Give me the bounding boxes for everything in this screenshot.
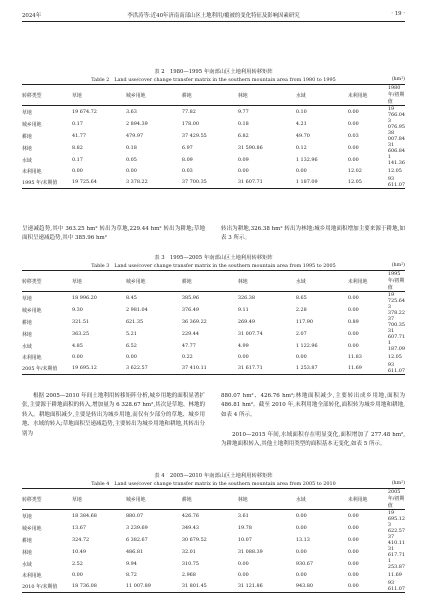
table-4-caption-en-text: Table 4 Land use/cover change transfer matrix in the southern mountain area from 2005 to 2010 [91,481,336,487]
table-cell: 12.02 [347,168,362,175]
table-cell: 1 187.09 [387,340,406,352]
table-2-grid [22,84,405,189]
table-row-label: 水域 [22,561,32,568]
table-row [22,570,405,580]
table-row [22,340,405,352]
table-3-unit: (hm²) [391,263,405,268]
table-4-unit: (hm²) [391,481,405,486]
table-2-header-row [22,85,405,106]
table-cell: 0.00 [347,572,359,579]
table-4-header-row [22,489,405,510]
table-cell: 31 007.74 [237,331,263,337]
table-cell: 4.21 [295,121,307,127]
table-cell: 229.44 [181,331,200,337]
table-cell: 0.00 [347,549,359,555]
table-cell: 31 607.71 [387,328,406,340]
table-cell: 8.09 [181,157,193,163]
table-cell: 930.67 [295,561,313,567]
table-2-body [22,106,405,189]
table-cell: 3.61 [237,513,249,519]
table-cell: 385.96 [181,295,200,301]
table-4-col-header: 转移类型 [22,489,72,510]
table-row [22,558,405,570]
table-cell: 1 122.96 [295,343,318,349]
table-cell: 3 378.22 [126,176,182,189]
header-title: 李洪涛等:近40年济南南部山区土地利用/覆被的变化特征及影响因素研究 [127,13,300,19]
table-cell: 11 007.89 [126,580,182,593]
table-cell: 12.05 [348,176,388,189]
table-cell: 0.00 [347,331,359,337]
table-cell: 93 611.07 [387,362,406,375]
table-cell: 0.89 [347,319,359,325]
table-cell: 0.00 [347,343,359,349]
table-cell: 2.52 [71,561,83,567]
table-cell: 2.968 [181,572,196,579]
table-cell: 1 141.36 [387,154,406,166]
table-cell: 49.70 [295,133,310,139]
table-cell: 31 121.86 [238,580,296,593]
table-cell: 0.09 [237,157,249,163]
table-cell: 0.00 [237,572,249,579]
table-cell: 0.00 [295,525,307,531]
table-3 [22,254,405,375]
table-2 [22,68,405,189]
table-cell: 37 410.11 [182,362,238,375]
table-row [22,154,405,166]
table-cell: 6 382.67 [125,537,148,543]
table-cell: 6.52 [125,343,137,349]
table-row [22,142,405,154]
table-cell: 2.28 [295,307,307,313]
table-cell: 0.03 [181,168,193,175]
table-cell: 30 679.52 [181,537,207,543]
table-cell: 0.00 [71,168,83,175]
table-cell: 310.75 [181,561,200,567]
table-cell: 3 239.69 [125,525,148,531]
table-4-caption-en [22,480,405,488]
table-cell: 943.80 [296,580,348,593]
table-cell: 0.00 [71,354,83,361]
table-4-col-header: 林地 [238,489,296,510]
table-cell: 19 766.04 [387,106,406,118]
table-2-col-header: 未利用地 [348,85,388,106]
para-2-right-1: 880.07 hm²、426.76 hm²;林地面积减少,主要转出成乡用地,面积为 486.81 hm²。截至 2010 年,未利用地全部转化,面积转为城乡用地和耕地,如表 4 所示。 [221,393,405,418]
table-row-label: 未利用地 [22,572,42,579]
table-cell: 37 410.11 [387,534,406,546]
table-cell: 13.67 [71,525,86,531]
table-cell: 31 606.84 [387,142,406,154]
table-cell: 31 590.86 [237,145,263,151]
table-cell: 8.72 [125,572,137,579]
table-3-header-row [22,271,405,292]
table-3-col-header: 城乡用地 [126,271,182,292]
table-cell: 880.07 [125,513,144,519]
table-cell: 5.21 [125,331,137,337]
table-cell: 47.77 [181,343,196,349]
table-cell: 0.10 [295,109,307,115]
table-cell: 0.00 [125,354,137,361]
table-cell: 0.00 [347,145,359,151]
table-cell: 321.51 [71,319,90,325]
table-3-caption-cn: 表 3 1995—2005 年南部山区土地利用转移矩阵 [154,255,273,261]
table-cell: 0.05 [125,157,137,163]
table-cell: 19 725.64 [387,292,406,304]
table-cell: 19 695.12 [72,362,126,375]
table-cell: 12.05 [387,354,402,361]
table-row-label: 2005 年/末期值 [22,362,72,375]
table-cell: 31 801.45 [182,580,238,593]
table-cell: 269.49 [237,319,255,325]
table-cell: 19 695.12 [387,510,406,522]
table-3-grid [22,270,405,375]
table-cell: 2 894.39 [125,121,148,127]
table-cell: 0.00 [348,580,388,593]
table-cell: 37 700.35 [182,176,238,189]
table-cell: 0.03 [347,133,359,139]
para-2-left: 根据 2005—2010 年间土地利用转移矩阵分析,城乡用地的面积显著扩张,主要源于耕地面积的转入,增加量为 6 328.67 hm²,其次是草地、林地的转入。耕地面积减少,主要是转出为城乡用地,而仅有少部分的草地、城乡用地、水域的转入;草地面积呈递减趋势,主要转出为城乡用地和耕地,其转出分别为 [22,393,205,437]
table-cell: 3 076.95 [387,118,406,130]
table-cell: 0.00 [295,168,307,175]
table-3-col-header: 草地 [72,271,126,292]
table-cell: 0.00 [347,513,359,519]
table-cell: 3 378.22 [387,304,406,316]
table-cell: 0.00 [295,549,307,555]
table-row-label: 林地 [22,331,32,338]
table-row-label: 1995 年/末期值 [22,176,72,189]
table-cell: 0.00 [347,295,359,301]
table-cell: 326.38 [237,295,255,301]
table-cell: 2.07 [295,331,307,337]
table-row [22,510,405,523]
table-4 [22,472,405,593]
table-row-label: 林地 [22,145,32,152]
table-cell: 0.00 [347,157,359,163]
table-cell: 19.78 [237,525,252,531]
table-row [22,176,405,189]
table-2-col-header: 转移类型 [22,85,72,106]
table-cell: 324.72 [71,537,90,543]
table-row [22,328,405,340]
table-row [22,534,405,546]
table-cell: 4.99 [237,343,249,349]
table-cell: 0.17 [71,121,83,127]
table-3-caption-en-text: Table 3 Land use/cover change transfer matrix in the southern mountain area from 1995 to 2005 [91,263,336,269]
table-cell: 486.81 [125,549,144,555]
table-row [22,304,405,316]
para-2-right-2: 2010—2015 年间,水域面积存在明显变化,面积增加了 277.48 hm²,为耕地面积转入,其他土地利用类型的面积基本无变化,如表 5 所示。 [221,432,405,448]
table-cell: 0.00 [347,525,359,531]
table-3-col-header: 耕地 [182,271,238,292]
table-cell: 18 384.68 [71,513,97,519]
table-row-label: 城乡用地 [22,525,42,532]
table-cell: 11.83 [347,354,362,361]
header-page-number: · 19 · [391,11,405,17]
table-row [22,362,405,375]
table-cell: 0.00 [347,121,359,127]
table-cell: 38 007.84 [387,130,406,142]
header-rule [22,21,405,22]
table-cell: 13.13 [295,537,310,543]
table-3-col-header: 1995 年/初期值 [387,271,405,291]
table-row [22,166,405,176]
table-cell: 10.07 [237,537,252,543]
table-cell: 77.82 [181,109,196,115]
table-cell: 9.11 [237,307,249,313]
table-cell: 0.00 [295,513,307,519]
table-row [22,316,405,328]
table-2-col-header: 林地 [238,85,296,106]
table-2-col-header: 1980 年/初期值 [387,85,405,105]
table-cell: 479.97 [125,133,144,139]
table-cell: 6.97 [181,145,193,151]
table-3-col-header: 水域 [296,271,348,292]
table-cell: 8.82 [71,145,83,151]
table-cell: 32.01 [181,549,196,555]
table-cell: 11.69 [348,362,388,375]
table-row-label: 未利用地 [22,168,42,175]
table-cell: 178.00 [181,121,200,127]
table-4-caption-cn: 表 4 2005—2010 年南部山区土地利用转移矩阵 [154,473,273,479]
page-header [22,9,405,21]
table-cell: 0.12 [295,145,307,151]
table-cell: 0.00 [347,561,359,567]
table-row-label: 城乡用地 [22,121,42,128]
table-2-caption-en-text: Table 2 Land use/cover change transfer matrix in the southern mountain area from 1980 to 1995 [91,77,336,83]
table-cell: 19 725.64 [72,176,126,189]
para-1-right: 转出为耕地,326.38 hm² 转出为林地;城乡用地面积增加主要来源于耕地,如表 3 所示。 [221,226,405,242]
table-cell: 9.30 [71,307,83,313]
table-cell: 0.18 [237,121,249,127]
table-row [22,118,405,130]
table-cell: 9.77 [237,109,249,115]
table-cell: 0.18 [125,145,137,151]
table-cell: 18 996.20 [71,295,97,301]
table-cell: 4.85 [71,343,83,349]
table-cell: 117.90 [295,319,313,325]
table-2-col-header: 耕地 [182,85,238,106]
table-3-body [22,292,405,375]
table-cell: 37 429.55 [181,133,207,139]
table-3-col-header: 转移类型 [22,271,72,292]
table-row [22,130,405,142]
table-2-unit: (hm²) [391,77,405,82]
table-cell: 37 700.35 [387,316,406,328]
table-2-col-header: 水域 [296,85,348,106]
para-1-left: 呈递减趋势,其中 363.25 hm² 转出为草地,229.44 hm² 转出为耕地;草地面积呈递减趋势,其中 385.96 hm² [22,226,205,242]
table-3-col-header: 未利用地 [348,271,388,292]
table-cell: 93 611.07 [387,580,406,593]
table-row-label: 草地 [22,513,32,520]
table-cell: 0.00 [295,354,307,361]
table-4-col-header: 2005 年/初期值 [387,489,405,509]
table-cell: 2 981.04 [125,307,148,313]
table-cell: 0.00 [125,168,137,175]
table-row-label: 林地 [22,549,32,556]
table-4-col-header: 未利用地 [348,489,388,510]
table-cell: 0.00 [295,572,307,579]
table-row-label: 2010 年/末期值 [22,580,72,593]
table-4-col-header: 城乡用地 [126,489,182,510]
table-2-col-header: 草地 [72,85,126,106]
table-row [22,522,405,534]
table-cell: 31 088.39 [237,549,263,555]
table-row-label: 耕地 [22,319,32,326]
table-4-col-header: 水域 [296,489,348,510]
table-cell: 93 611.07 [387,176,406,189]
table-cell: 363.25 [71,331,90,337]
table-cell: 36 369.22 [181,319,207,325]
table-cell: 0.00 [71,572,83,579]
table-row [22,292,405,305]
table-cell: 3 622.57 [387,522,406,534]
table-3-caption-en [22,262,405,270]
table-cell: 3.63 [125,109,137,115]
table-cell: 349.43 [181,525,200,531]
table-4-grid [22,488,405,593]
table-row-label: 草地 [22,109,32,116]
table-row [22,352,405,362]
table-row [22,546,405,558]
table-cell: 3 622.57 [126,362,182,375]
table-cell: 0.00 [237,561,249,567]
table-row-label: 水域 [22,343,32,350]
table-row-label: 水域 [22,157,32,164]
table-cell: 0.00 [347,307,359,313]
table-cell: 11.69 [387,572,402,579]
table-cell: 8.65 [295,295,307,301]
table-cell: 12.05 [387,168,402,175]
table-cell: 10.49 [71,549,86,555]
table-2-caption-cn: 表 2 1980—1995 年南部山区土地利用转移矩阵 [154,69,273,75]
table-cell: 31 617.71 [387,546,406,558]
table-4-body [22,510,405,593]
table-cell: 8.45 [125,295,137,301]
table-cell: 0.00 [237,168,249,175]
table-row-label: 城乡用地 [22,307,42,314]
table-row-label: 未利用地 [22,354,42,361]
table-cell: 6.82 [237,133,249,139]
table-2-col-header: 城乡用地 [126,85,182,106]
table-cell: 621.35 [125,319,144,325]
table-cell: 0.17 [71,157,83,163]
table-cell: 31 607.71 [238,176,296,189]
table-cell: 1 187.09 [296,176,348,189]
table-row-label: 耕地 [22,133,32,140]
table-cell: 376.49 [181,307,200,313]
table-cell: 19 674.72 [71,109,97,115]
table-4-col-header: 草地 [72,489,126,510]
header-year: 2024年 [22,13,42,19]
table-2-caption-en [22,76,405,84]
table-cell: 31 617.71 [238,362,296,375]
table-4-col-header: 耕地 [182,489,238,510]
table-cell: 9.94 [125,561,137,567]
table-cell: 0.22 [181,354,193,361]
table-row-label: 草地 [22,295,32,302]
table-row [22,580,405,593]
table-3-col-header: 林地 [238,271,296,292]
table-row-label: 耕地 [22,537,32,544]
table-cell: 0.00 [347,537,359,543]
table-cell: 0.00 [347,109,359,115]
table-cell: 18 736.08 [72,580,126,593]
table-cell: 1 253.87 [387,558,406,570]
table-cell: 1 253.87 [296,362,348,375]
table-row [22,106,405,119]
table-cell: 41.77 [71,133,86,139]
table-cell: 426.76 [181,513,200,519]
table-cell: 1 132.96 [295,157,318,163]
table-cell: 0.00 [237,354,249,361]
